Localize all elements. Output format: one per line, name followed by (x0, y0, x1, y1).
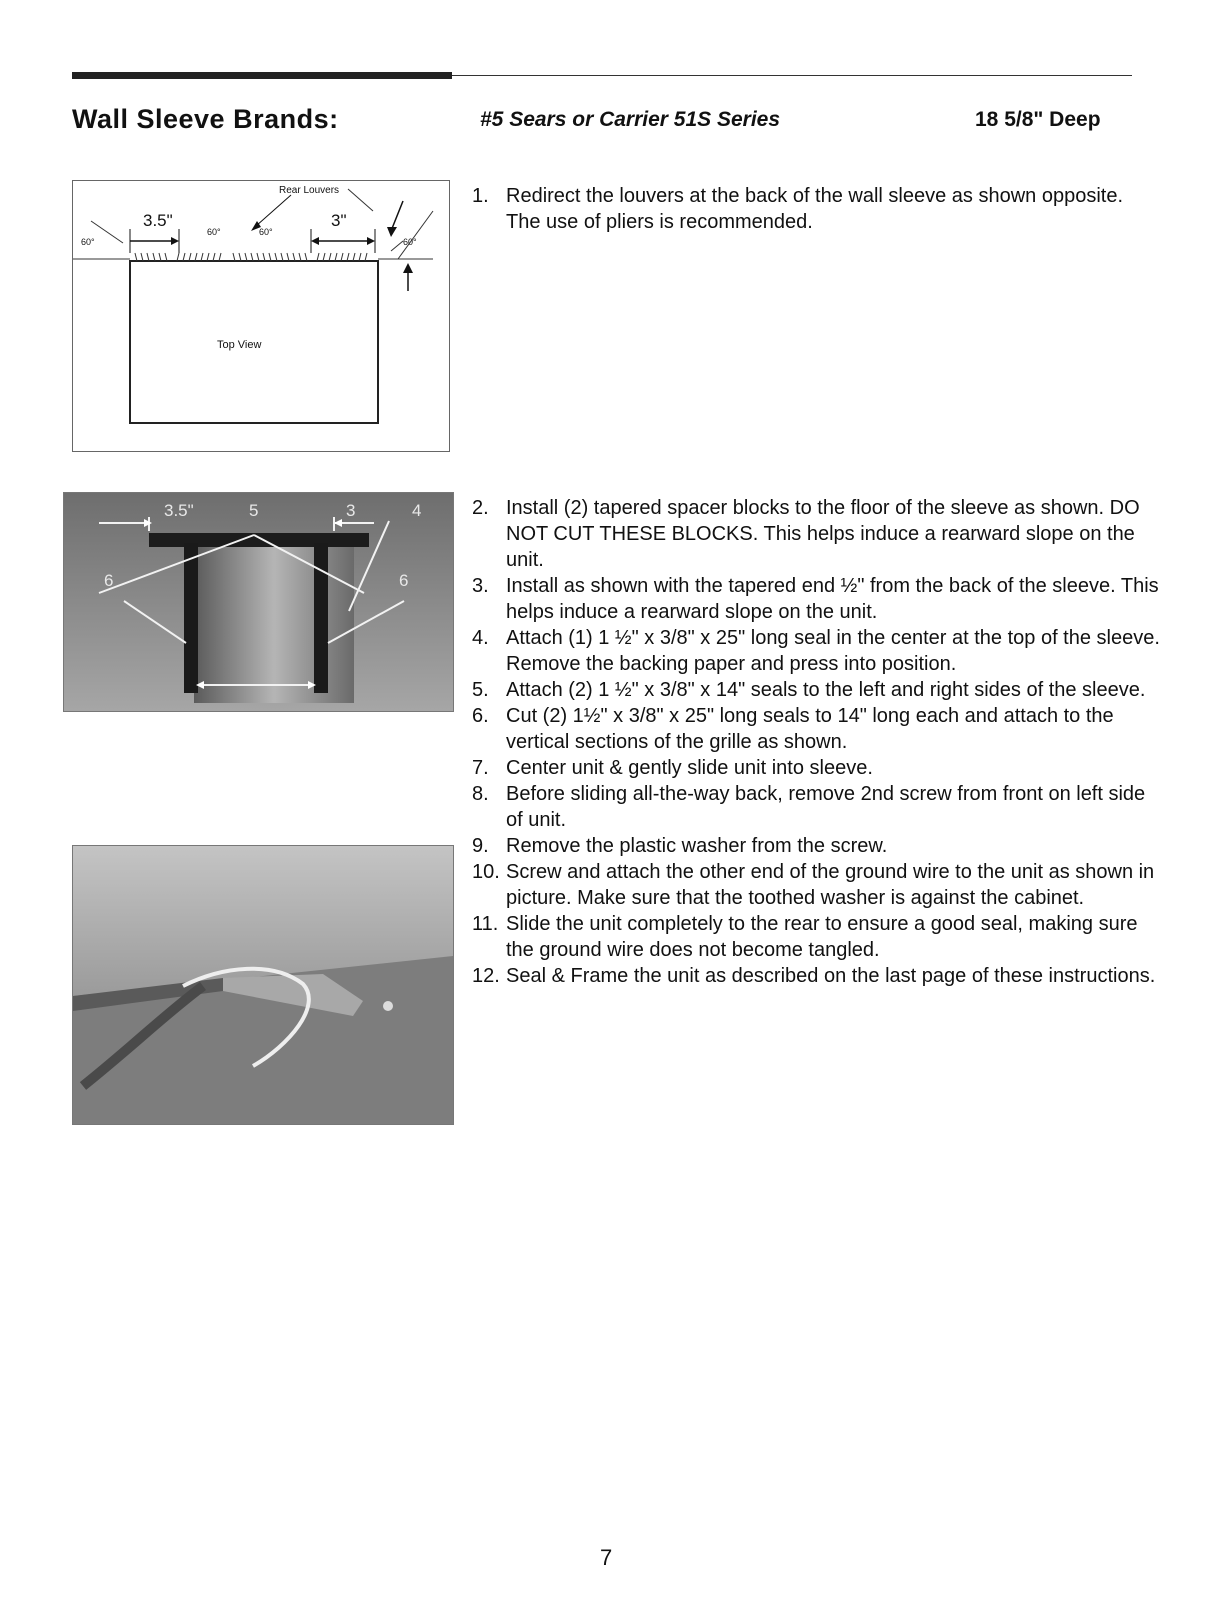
page-number: 7 (600, 1545, 613, 1570)
angle-label: 60° (81, 237, 95, 247)
step-number: 12. (472, 965, 500, 987)
angle-label: 60° (403, 237, 417, 247)
series-title: #5 Sears or Carrier 51S Series (480, 108, 781, 131)
step-number: 2. (472, 497, 489, 519)
step-number: 1. (472, 185, 489, 207)
photo-dimension-label: 3.5" (164, 501, 194, 520)
angle-label: 60° (207, 227, 221, 237)
photo-dimension-label: 5 (249, 501, 259, 520)
step-text: Seal & Frame the unit as described on the last page of these instructions. (506, 965, 1156, 987)
step-text: Slide the unit completely to the rear to ensure a good seal, making sure the ground wire does not become tangled. (506, 913, 1138, 961)
step-text: Install (2) tapered spacer blocks to the floor of the sleeve as shown. DO NOT CUT THESE BLOCKS. This helps induce a rearward slope on the unit. (506, 497, 1140, 571)
section-title: Wall Sleeve Brands: (72, 104, 339, 134)
step-text: Install as shown with the tapered end ½" from the back of the sleeve. This helps induce a rearward slope on the unit. (506, 575, 1159, 623)
top-view-label: Top View (217, 339, 262, 351)
step-text: Center unit & gently slide unit into sleeve. (506, 757, 873, 779)
step-text: Before sliding all-the-way back, remove 2nd screw from front on left side of unit. (506, 783, 1146, 831)
top-view-drawing (73, 181, 449, 451)
step-number: 7. (472, 757, 489, 779)
photo-dimension-label: 3 (346, 501, 356, 520)
instruction-step (472, 677, 1162, 703)
dimension-left-label: 3.5" (143, 211, 173, 230)
instruction-step (472, 573, 1162, 625)
instruction-list-top (472, 183, 1162, 235)
instruction-step (472, 833, 1162, 859)
step-text: Redirect the louvers at the back of the wall sleeve as shown opposite. The use of pliers is recommended. (506, 185, 1124, 233)
step-text: Attach (2) 1 ½" x 3/8" x 14" seals to the left and right sides of the sleeve. (506, 679, 1146, 701)
step-number: 4. (472, 627, 489, 649)
sleeve-interior-photo (63, 492, 454, 712)
louver-marks (135, 253, 367, 261)
instruction-step (472, 755, 1162, 781)
instruction-list-main (472, 495, 1162, 989)
step-number: 5. (472, 679, 489, 701)
step-number: 8. (472, 783, 489, 805)
step-number: 10. (472, 861, 500, 883)
step-number: 9. (472, 835, 489, 857)
photo-side-label: 6 (399, 571, 409, 590)
step-number: 6. (472, 705, 489, 727)
header-rule-thin (452, 75, 1132, 76)
rear-louvers-label: Rear Louvers (279, 185, 340, 196)
instruction-step (472, 781, 1162, 833)
step-text: Remove the plastic washer from the screw. (506, 835, 888, 857)
instruction-step (472, 911, 1162, 963)
step-text: Attach (1) 1 ½" x 3/8" x 25" long seal in the center at the top of the sleeve. Remove the backing paper and press into position. (506, 627, 1160, 675)
step-number: 11. (472, 913, 499, 935)
photo-side-label: 6 (104, 571, 114, 590)
instruction-step (472, 625, 1162, 677)
instruction-step (472, 495, 1162, 573)
ground-wire-photo (72, 845, 454, 1125)
step-text: Cut (2) 1½" x 3/8" x 25" long seals to 14" long each and attach to the vertical sections of the grille as shown. (506, 705, 1114, 753)
step-text: Screw and attach the other end of the ground wire to the unit as shown in picture. Make sure that the toothed washer is against the cabinet. (506, 861, 1155, 909)
header-rule-thick (72, 72, 452, 79)
dimension-right-label: 3" (331, 211, 347, 230)
instruction-step (472, 963, 1162, 989)
angle-label: 60° (259, 227, 273, 237)
step-number: 3. (472, 575, 489, 597)
instruction-step (472, 183, 1162, 235)
depth-label: 18 5/8" Deep (975, 108, 1101, 131)
top-view-diagram (72, 180, 450, 452)
instruction-step (472, 703, 1162, 755)
photo-dimension-label: 4 (412, 501, 422, 520)
instruction-step (472, 859, 1162, 911)
